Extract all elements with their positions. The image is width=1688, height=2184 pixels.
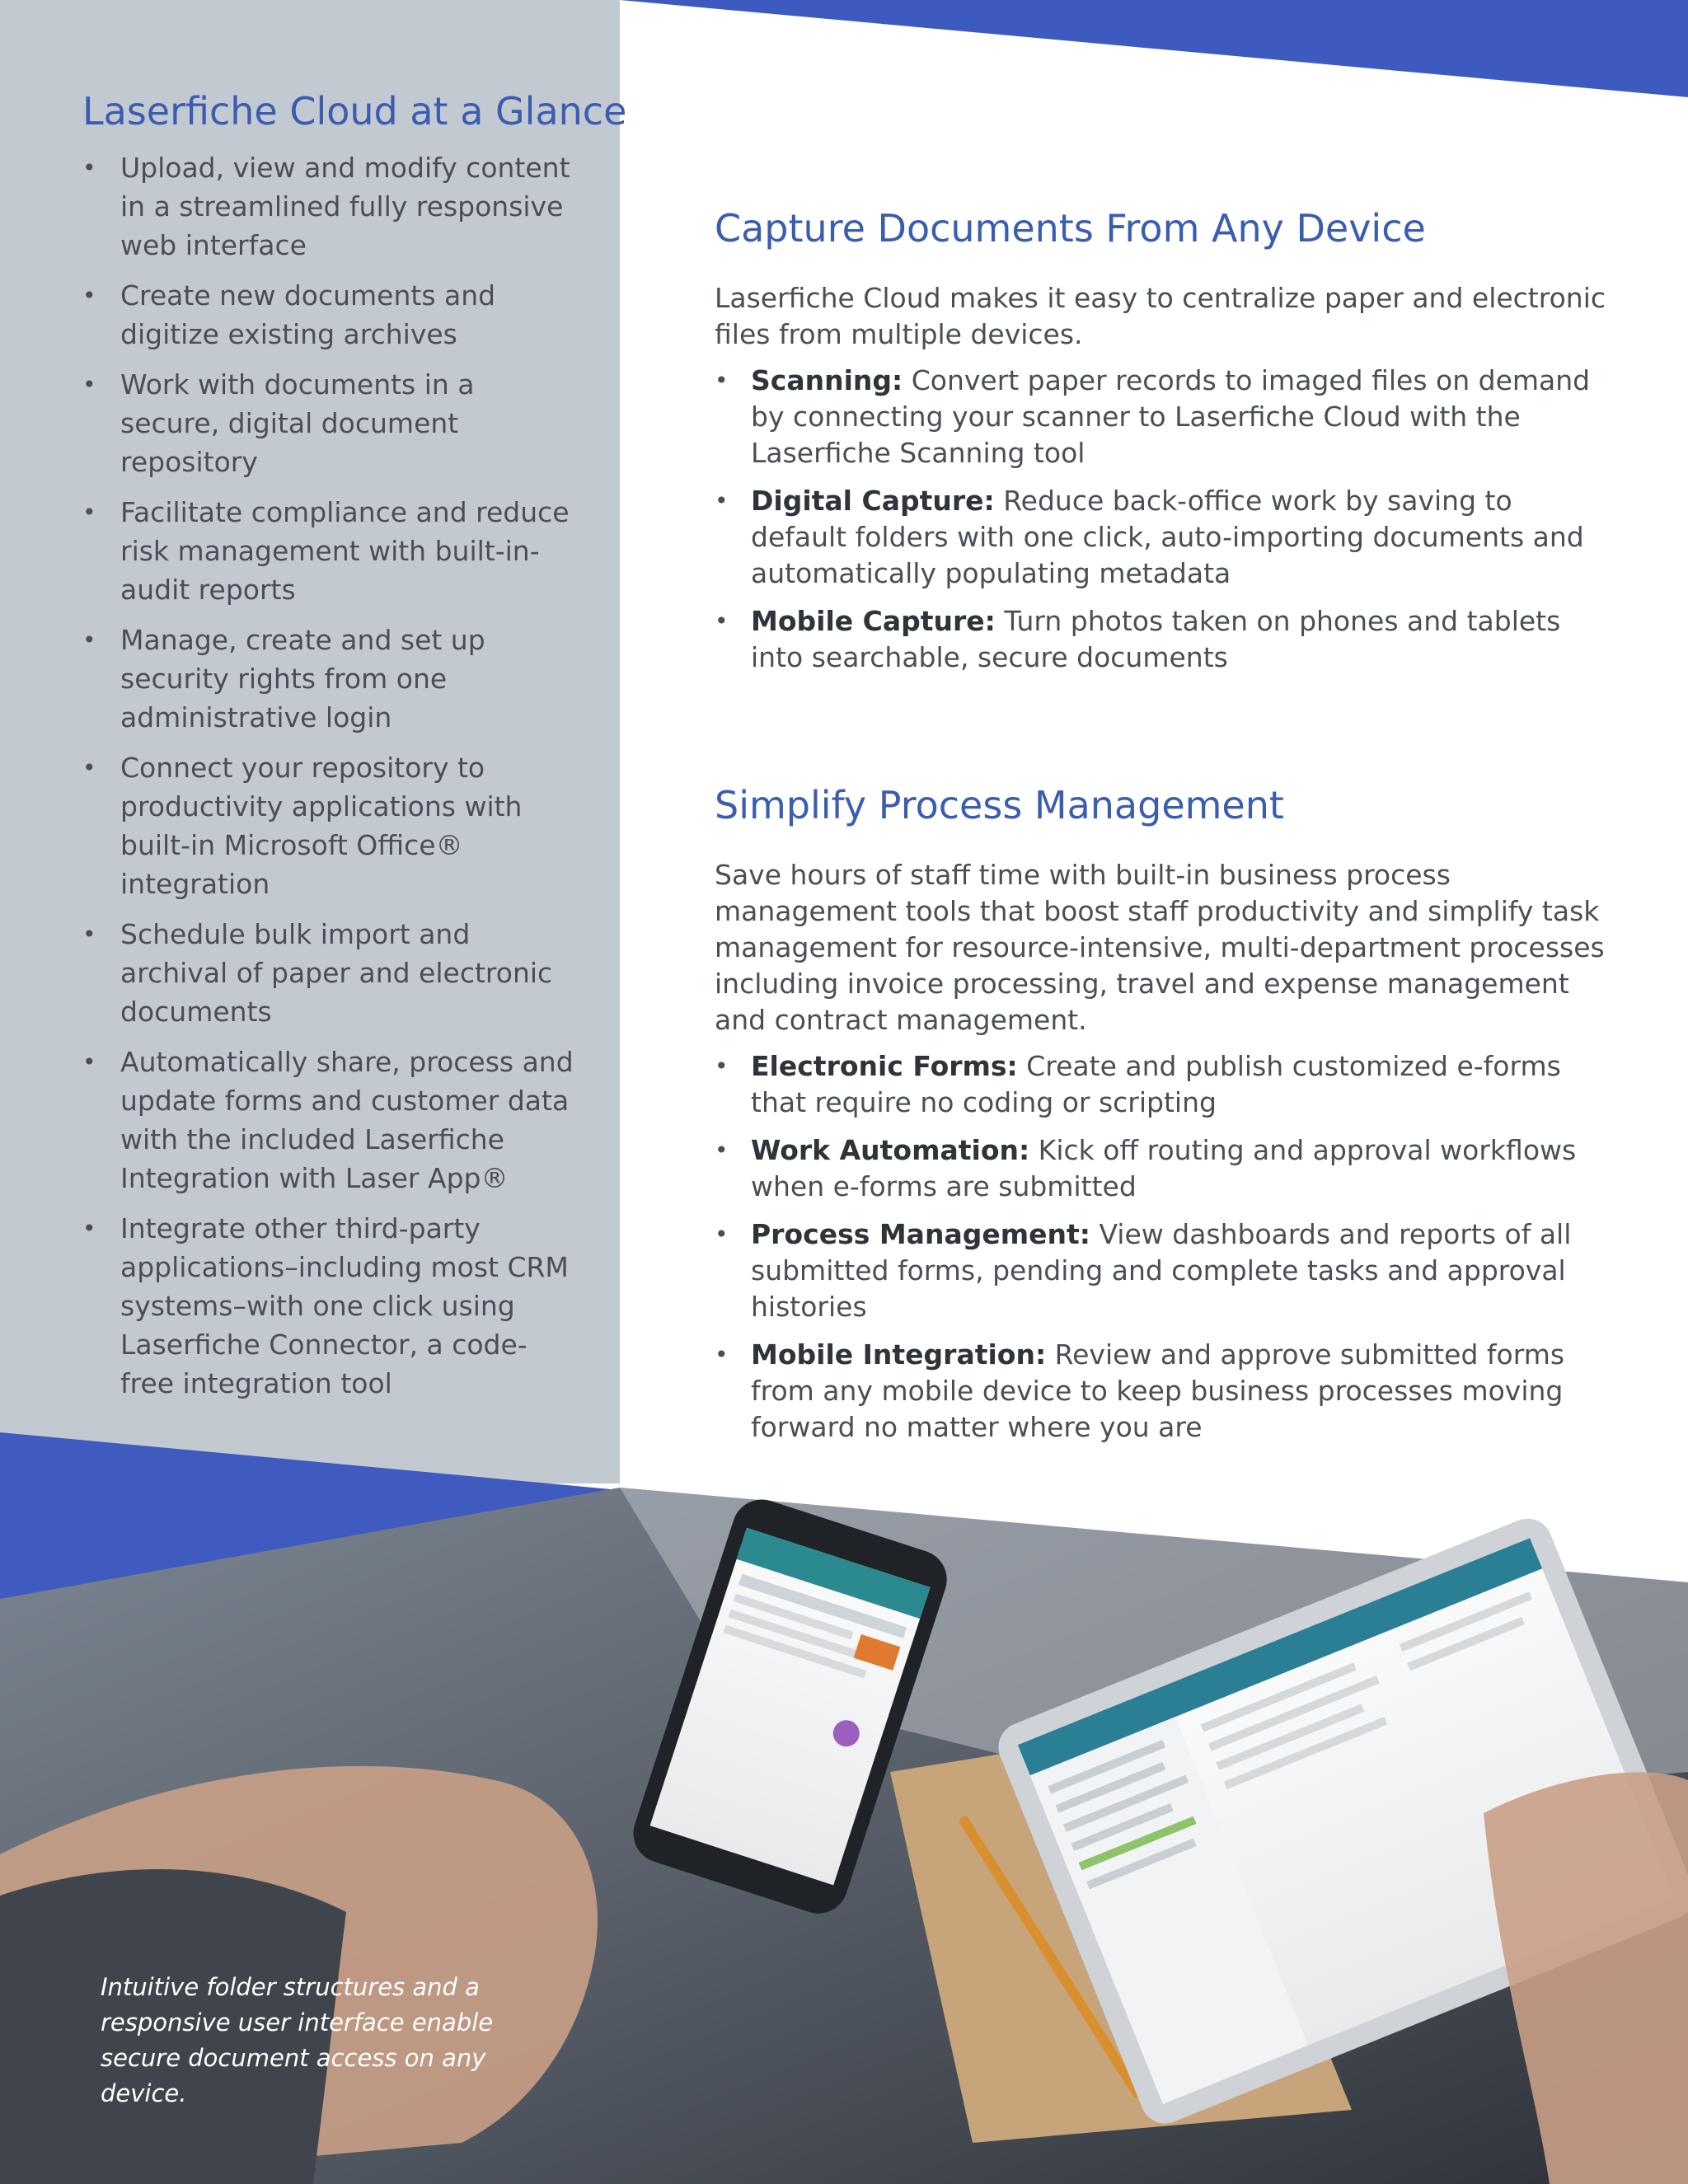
process-feature-item (715, 1132, 1613, 1205)
feature-description: Create and publish customized e-forms that require no coding or scripting (751, 1050, 1561, 1118)
sidebar-feature-item: • Connect your repository to productivity applications with built-in Microsoft Office® integration (82, 748, 577, 903)
feature-description: Convert paper records to imaged files on demand by connecting your scanner to Laserfiche Cloud with the Laserfiche Scanning tool (751, 364, 1591, 469)
feature-term: Electronic Forms: (751, 1050, 1018, 1082)
feature-term: Process Management: (751, 1218, 1090, 1250)
feature-description: Kick off routing and approval workflows when e-forms are submitted (751, 1134, 1577, 1202)
capture-section (715, 206, 1613, 687)
process-feature-item (715, 1216, 1613, 1325)
feature-term: Scanning: (751, 364, 903, 396)
process-feature-item (715, 1048, 1613, 1121)
process-intro: Save hours of staff time with built-in business process management tools that boost staff productivity and simplify task management for resource-intensive, multi-department processes including invoice processing, travel and expense management and contract management. (715, 859, 1605, 1036)
process-feature-item (715, 1337, 1613, 1446)
sidebar-feature-item: • Automatically share, process and update forms and customer data with the included Laserfiche Integration with Laser App® (82, 1043, 577, 1197)
process-section (715, 783, 1613, 1457)
process-feature-list (715, 1048, 1613, 1446)
capture-feature-item (715, 603, 1613, 676)
capture-heading: Capture Documents From Any Device (715, 206, 1426, 251)
capture-feature-item (715, 483, 1613, 592)
sidebar-feature-item: • Facilitate compliance and reduce risk management with built-in-audit reports (82, 493, 577, 609)
feature-description: Review and approve submitted forms from any mobile device to keep business processes moving forward no matter where you are (751, 1338, 1565, 1443)
sidebar-feature-item: • Create new documents and digitize existing archives (82, 276, 577, 354)
feature-term: Digital Capture: (751, 485, 995, 517)
capture-intro: Laserfiche Cloud makes it easy to centralize paper and electronic files from multiple devices. (715, 282, 1606, 350)
sidebar-title: Laserfiche Cloud at a Glance (82, 89, 627, 134)
feature-description: Reduce back-office work by saving to default folders with one click, auto-importing documents and automatically populating metadata (751, 485, 1584, 589)
sidebar-feature-item: • Work with documents in a secure, digital document repository (82, 365, 577, 481)
feature-description: Turn photos taken on phones and tablets into searchable, secure documents (751, 605, 1561, 673)
sidebar-feature-list (82, 148, 577, 1414)
process-heading: Simplify Process Management (715, 783, 1284, 827)
feature-term: Mobile Capture: (751, 605, 996, 637)
sidebar-feature-item: • Integrate other third-party applications–including most CRM systems–with one click using Laserfiche Connector, a code-free integration tool (82, 1209, 577, 1403)
sidebar-feature-item: • Manage, create and set up security rights from one administrative login (82, 621, 577, 737)
feature-description: View dashboards and reports of all submitted forms, pending and complete tasks and approval histories (751, 1218, 1572, 1323)
capture-feature-list (715, 363, 1613, 676)
sidebar-feature-item: • Schedule bulk import and archival of paper and electronic documents (82, 915, 577, 1031)
capture-feature-item (715, 363, 1613, 471)
top-accent-stripe (620, 0, 1688, 97)
sidebar-feature-item: • Upload, view and modify content in a streamlined fully responsive web interface (82, 148, 577, 265)
feature-term: Work Automation: (751, 1134, 1030, 1166)
feature-term: Mobile Integration: (751, 1338, 1047, 1371)
photo-caption: Intuitive folder structures and a responsive user interface enable secure document access on any device. (101, 1973, 494, 2107)
